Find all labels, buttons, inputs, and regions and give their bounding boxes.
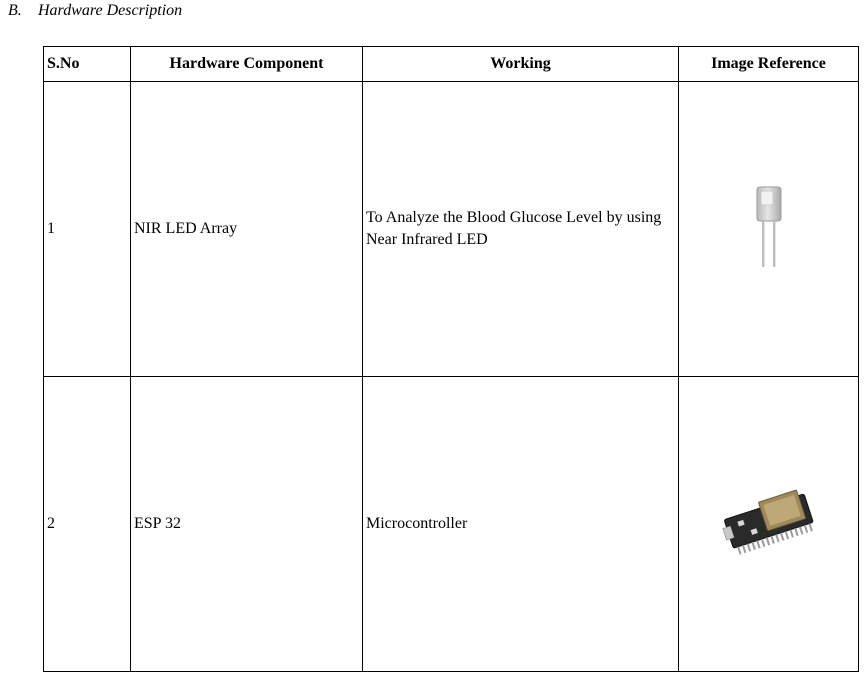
esp32-board-photo-icon	[719, 486, 819, 558]
row-image-cell	[679, 377, 859, 672]
header-working: Working	[363, 47, 679, 82]
row-component: ESP 32	[131, 377, 363, 672]
row-working: Microcontroller	[363, 377, 679, 672]
section-heading	[8, 2, 182, 20]
header-image: Image Reference	[679, 47, 859, 82]
header-sno: S.No	[44, 47, 131, 82]
row-sno: 2	[44, 377, 131, 672]
ir-led-photo-icon	[749, 183, 789, 271]
hardware-table	[43, 46, 859, 672]
row-sno: 1	[44, 82, 131, 377]
row-working: To Analyze the Blood Glucose Level by using Near Infrared LED	[363, 82, 679, 377]
section-title: Hardware Description	[38, 2, 183, 19]
section-number: B.	[8, 2, 22, 19]
row-image-cell	[679, 82, 859, 377]
table-row	[44, 377, 859, 672]
table-row	[44, 82, 859, 377]
row-component: NIR LED Array	[131, 82, 363, 377]
header-component: Hardware Component	[131, 47, 363, 82]
table-header-row	[44, 47, 859, 82]
